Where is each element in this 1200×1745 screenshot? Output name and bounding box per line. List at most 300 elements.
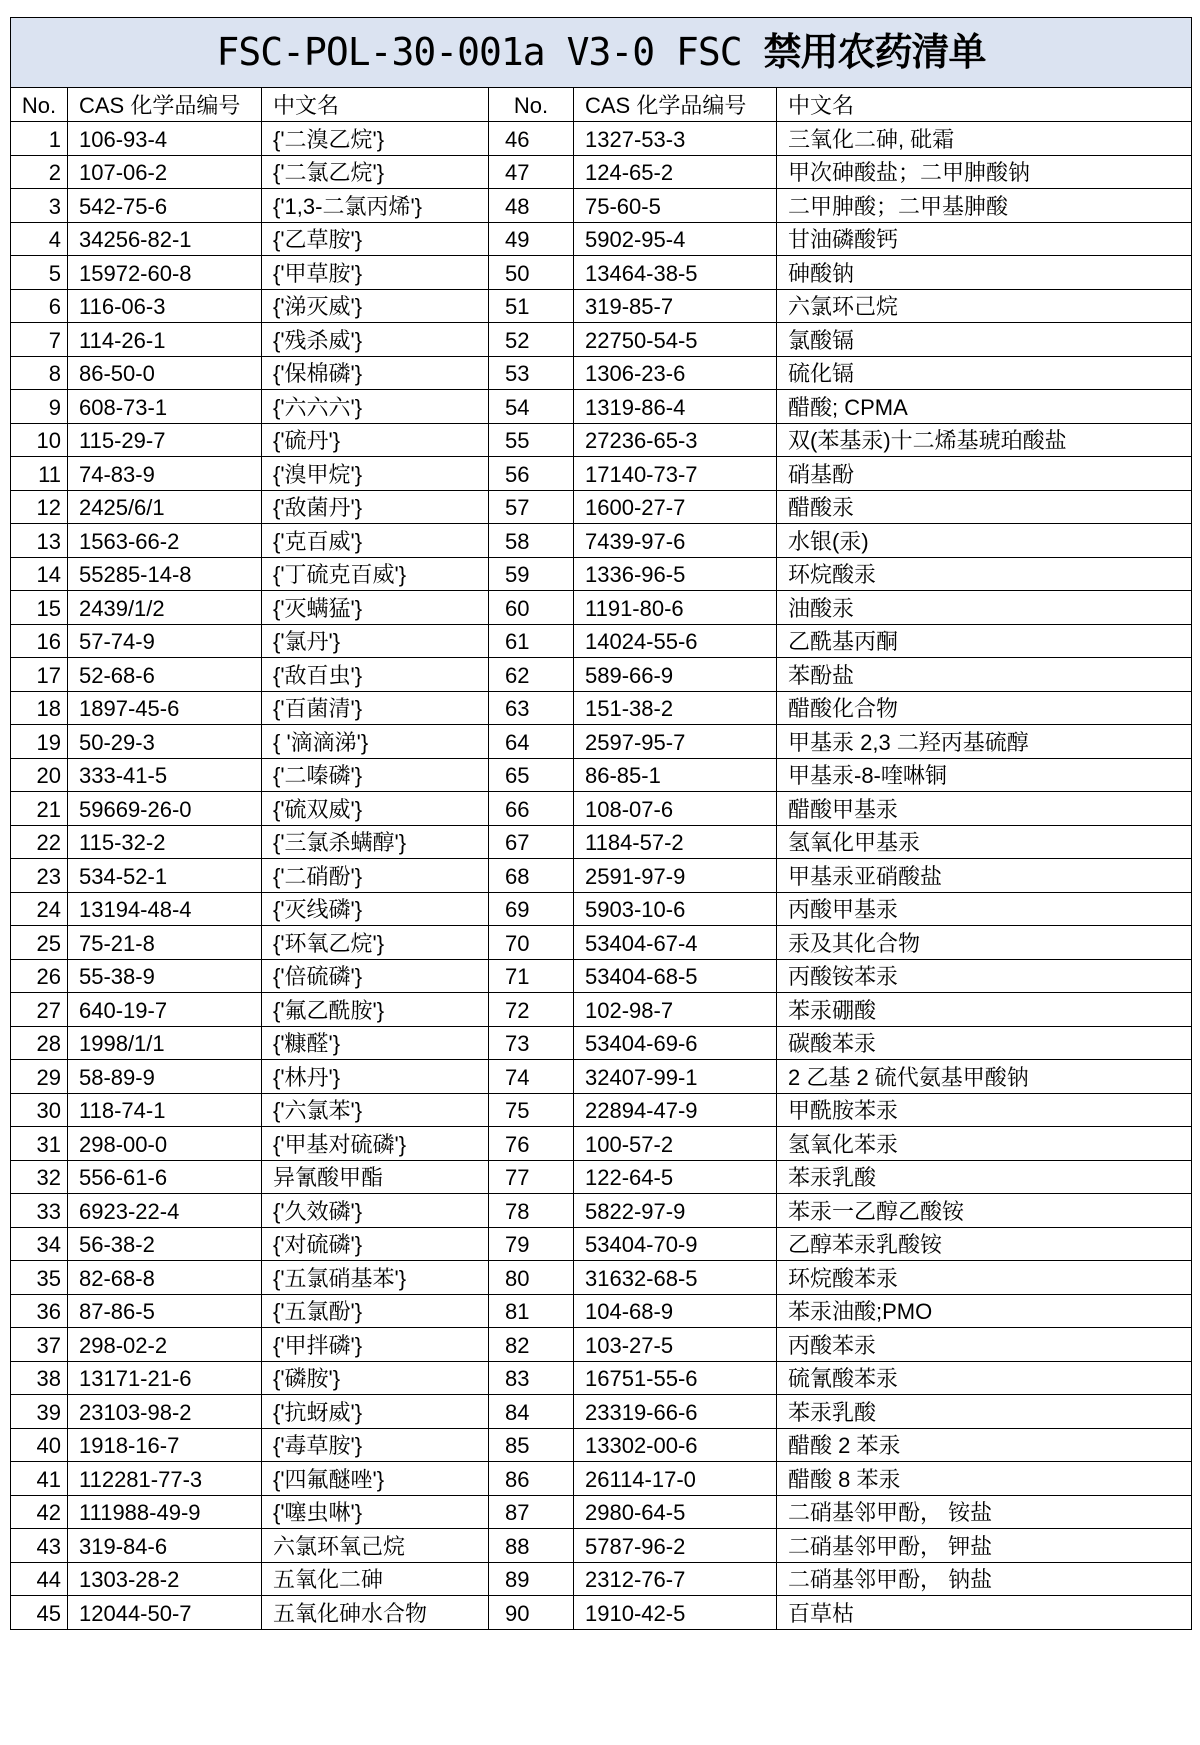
right-number-cell: 69 xyxy=(489,892,574,926)
right-cas-number-cell: 13302-00-6 xyxy=(574,1428,777,1462)
left-number-cell: 35 xyxy=(11,1261,68,1295)
right-number-cell: 74 xyxy=(489,1060,574,1094)
left-cas-number-cell: 319-84-6 xyxy=(68,1529,262,1563)
left-chinese-name-cell: {'灭螨猛'} xyxy=(262,591,489,625)
header-name-left: 中文名 xyxy=(262,88,489,122)
left-chinese-name-cell: {'百菌清'} xyxy=(262,691,489,725)
table-row xyxy=(11,725,1192,759)
right-cas-number-cell: 122-64-5 xyxy=(574,1160,777,1194)
right-cas-number-cell: 1327-53-3 xyxy=(574,122,777,156)
left-chinese-name-cell: {'环氧乙烷'} xyxy=(262,926,489,960)
left-cas-number-cell: 52-68-6 xyxy=(68,658,262,692)
left-cas-number-cell: 1918-16-7 xyxy=(68,1428,262,1462)
right-cas-number-cell: 103-27-5 xyxy=(574,1328,777,1362)
right-number-cell: 64 xyxy=(489,725,574,759)
left-chinese-name-cell: {'六六六'} xyxy=(262,390,489,424)
right-cas-number-cell: 86-85-1 xyxy=(574,758,777,792)
left-number-cell: 44 xyxy=(11,1562,68,1596)
right-number-cell: 52 xyxy=(489,323,574,357)
table-row xyxy=(11,959,1192,993)
right-chinese-name-cell: 2 乙基 2 硫代氨基甲酸钠 xyxy=(777,1060,1192,1094)
title-code: FSC-POL-30-001a V3-0 FSC xyxy=(216,30,742,74)
table-row xyxy=(11,289,1192,323)
left-chinese-name-cell: {'保棉磷'} xyxy=(262,356,489,390)
right-number-cell: 58 xyxy=(489,524,574,558)
left-chinese-name-cell: {'敌百虫'} xyxy=(262,658,489,692)
left-cas-number-cell: 298-02-2 xyxy=(68,1328,262,1362)
right-number-cell: 59 xyxy=(489,557,574,591)
header-cas-left: CAS 化学品编号 xyxy=(68,88,262,122)
left-number-cell: 31 xyxy=(11,1127,68,1161)
right-number-cell: 62 xyxy=(489,658,574,692)
left-chinese-name-cell: {'甲草胺'} xyxy=(262,256,489,290)
table-row xyxy=(11,1562,1192,1596)
left-cas-number-cell: 13171-21-6 xyxy=(68,1361,262,1395)
right-cas-number-cell: 1184-57-2 xyxy=(574,825,777,859)
right-chinese-name-cell: 丙酸铵苯汞 xyxy=(777,959,1192,993)
table-row xyxy=(11,423,1192,457)
right-number-cell: 50 xyxy=(489,256,574,290)
right-number-cell: 79 xyxy=(489,1227,574,1261)
right-number-cell: 51 xyxy=(489,289,574,323)
left-number-cell: 7 xyxy=(11,323,68,357)
right-cas-number-cell: 13464-38-5 xyxy=(574,256,777,290)
left-chinese-name-cell: { '滴滴涕'} xyxy=(262,725,489,759)
left-cas-number-cell: 111988-49-9 xyxy=(68,1495,262,1529)
left-chinese-name-cell: {'涕灭威'} xyxy=(262,289,489,323)
header-row xyxy=(11,88,1192,122)
right-cas-number-cell: 1910-42-5 xyxy=(574,1596,777,1630)
left-chinese-name-cell: {'敌菌丹'} xyxy=(262,490,489,524)
left-number-cell: 41 xyxy=(11,1462,68,1496)
left-number-cell: 22 xyxy=(11,825,68,859)
left-number-cell: 9 xyxy=(11,390,68,424)
left-number-cell: 45 xyxy=(11,1596,68,1630)
right-chinese-name-cell: 二硝基邻甲酚， 钠盐 xyxy=(777,1562,1192,1596)
left-cas-number-cell: 534-52-1 xyxy=(68,859,262,893)
left-cas-number-cell: 15972-60-8 xyxy=(68,256,262,290)
left-cas-number-cell: 34256-82-1 xyxy=(68,222,262,256)
table-row xyxy=(11,758,1192,792)
table-row xyxy=(11,1596,1192,1630)
right-cas-number-cell: 1336-96-5 xyxy=(574,557,777,591)
left-cas-number-cell: 114-26-1 xyxy=(68,323,262,357)
left-number-cell: 26 xyxy=(11,959,68,993)
left-chinese-name-cell: 异氰酸甲酯 xyxy=(262,1160,489,1194)
left-cas-number-cell: 333-41-5 xyxy=(68,758,262,792)
right-number-cell: 57 xyxy=(489,490,574,524)
right-cas-number-cell: 53404-67-4 xyxy=(574,926,777,960)
left-number-cell: 2 xyxy=(11,155,68,189)
right-chinese-name-cell: 乙酰基丙酮 xyxy=(777,624,1192,658)
left-cas-number-cell: 87-86-5 xyxy=(68,1294,262,1328)
table-row xyxy=(11,356,1192,390)
right-number-cell: 80 xyxy=(489,1261,574,1295)
left-number-cell: 33 xyxy=(11,1194,68,1228)
left-number-cell: 40 xyxy=(11,1428,68,1462)
right-chinese-name-cell: 六氯环己烷 xyxy=(777,289,1192,323)
right-cas-number-cell: 151-38-2 xyxy=(574,691,777,725)
left-number-cell: 3 xyxy=(11,189,68,223)
left-number-cell: 1 xyxy=(11,122,68,156)
table-row xyxy=(11,1026,1192,1060)
left-chinese-name-cell: {'倍硫磷'} xyxy=(262,959,489,993)
right-cas-number-cell: 100-57-2 xyxy=(574,1127,777,1161)
left-number-cell: 29 xyxy=(11,1060,68,1094)
right-cas-number-cell: 32407-99-1 xyxy=(574,1060,777,1094)
header-no-right: No. xyxy=(489,88,574,122)
left-number-cell: 25 xyxy=(11,926,68,960)
left-cas-number-cell: 55-38-9 xyxy=(68,959,262,993)
left-number-cell: 37 xyxy=(11,1328,68,1362)
left-number-cell: 34 xyxy=(11,1227,68,1261)
left-chinese-name-cell: {'二溴乙烷'} xyxy=(262,122,489,156)
table-row xyxy=(11,1093,1192,1127)
right-number-cell: 86 xyxy=(489,1462,574,1496)
right-chinese-name-cell: 甲次砷酸盐；二甲胂酸钠 xyxy=(777,155,1192,189)
left-number-cell: 14 xyxy=(11,557,68,591)
left-chinese-name-cell: {'对硫磷'} xyxy=(262,1227,489,1261)
left-cas-number-cell: 2439/1/2 xyxy=(68,591,262,625)
right-cas-number-cell: 16751-55-6 xyxy=(574,1361,777,1395)
left-chinese-name-cell: {'甲基对硫磷'} xyxy=(262,1127,489,1161)
header-no-left: No. xyxy=(11,88,68,122)
right-number-cell: 68 xyxy=(489,859,574,893)
right-chinese-name-cell: 苯汞乳酸 xyxy=(777,1160,1192,1194)
table-row xyxy=(11,1361,1192,1395)
right-number-cell: 72 xyxy=(489,993,574,1027)
right-number-cell: 48 xyxy=(489,189,574,223)
left-cas-number-cell: 59669-26-0 xyxy=(68,792,262,826)
right-chinese-name-cell: 醋酸 8 苯汞 xyxy=(777,1462,1192,1496)
right-chinese-name-cell: 苯酚盐 xyxy=(777,658,1192,692)
table-row xyxy=(11,256,1192,290)
left-chinese-name-cell: {'甲拌磷'} xyxy=(262,1328,489,1362)
right-chinese-name-cell: 氯酸镉 xyxy=(777,323,1192,357)
left-number-cell: 18 xyxy=(11,691,68,725)
right-cas-number-cell: 5787-96-2 xyxy=(574,1529,777,1563)
right-number-cell: 66 xyxy=(489,792,574,826)
right-number-cell: 63 xyxy=(489,691,574,725)
right-cas-number-cell: 124-65-2 xyxy=(574,155,777,189)
table-row xyxy=(11,926,1192,960)
left-number-cell: 6 xyxy=(11,289,68,323)
left-cas-number-cell: 115-32-2 xyxy=(68,825,262,859)
table-row xyxy=(11,792,1192,826)
left-number-cell: 27 xyxy=(11,993,68,1027)
right-number-cell: 56 xyxy=(489,457,574,491)
left-number-cell: 11 xyxy=(11,457,68,491)
right-cas-number-cell: 14024-55-6 xyxy=(574,624,777,658)
left-chinese-name-cell: {'二嗪磷'} xyxy=(262,758,489,792)
left-cas-number-cell: 82-68-8 xyxy=(68,1261,262,1295)
right-cas-number-cell: 2597-95-7 xyxy=(574,725,777,759)
left-number-cell: 43 xyxy=(11,1529,68,1563)
right-chinese-name-cell: 环烷酸汞 xyxy=(777,557,1192,591)
right-chinese-name-cell: 氢氧化甲基汞 xyxy=(777,825,1192,859)
left-number-cell: 36 xyxy=(11,1294,68,1328)
left-chinese-name-cell: {'硫双威'} xyxy=(262,792,489,826)
table-row xyxy=(11,155,1192,189)
right-cas-number-cell: 2980-64-5 xyxy=(574,1495,777,1529)
left-number-cell: 20 xyxy=(11,758,68,792)
left-cas-number-cell: 115-29-7 xyxy=(68,423,262,457)
document-title xyxy=(11,18,1192,88)
left-number-cell: 32 xyxy=(11,1160,68,1194)
left-chinese-name-cell: {'1,3-二氯丙烯'} xyxy=(262,189,489,223)
left-number-cell: 24 xyxy=(11,892,68,926)
right-chinese-name-cell: 碳酸苯汞 xyxy=(777,1026,1192,1060)
right-cas-number-cell: 23319-66-6 xyxy=(574,1395,777,1429)
right-number-cell: 46 xyxy=(489,122,574,156)
left-chinese-name-cell: {'二氯乙烷'} xyxy=(262,155,489,189)
left-chinese-name-cell: {'乙草胺'} xyxy=(262,222,489,256)
left-cas-number-cell: 116-06-3 xyxy=(68,289,262,323)
right-chinese-name-cell: 醋酸化合物 xyxy=(777,691,1192,725)
left-cas-number-cell: 118-74-1 xyxy=(68,1093,262,1127)
table-row xyxy=(11,1261,1192,1295)
right-chinese-name-cell: 醋酸甲基汞 xyxy=(777,792,1192,826)
table-row xyxy=(11,557,1192,591)
left-cas-number-cell: 23103-98-2 xyxy=(68,1395,262,1429)
right-number-cell: 87 xyxy=(489,1495,574,1529)
table-row xyxy=(11,691,1192,725)
right-number-cell: 49 xyxy=(489,222,574,256)
table-row xyxy=(11,122,1192,156)
table-row xyxy=(11,1428,1192,1462)
right-number-cell: 70 xyxy=(489,926,574,960)
table-row xyxy=(11,1328,1192,1362)
right-cas-number-cell: 5903-10-6 xyxy=(574,892,777,926)
table-row xyxy=(11,1462,1192,1496)
right-number-cell: 75 xyxy=(489,1093,574,1127)
right-cas-number-cell: 108-07-6 xyxy=(574,792,777,826)
table-row xyxy=(11,457,1192,491)
right-cas-number-cell: 53404-70-9 xyxy=(574,1227,777,1261)
right-cas-number-cell: 27236-65-3 xyxy=(574,423,777,457)
left-number-cell: 30 xyxy=(11,1093,68,1127)
left-chinese-name-cell: {'四氟醚唑'} xyxy=(262,1462,489,1496)
right-number-cell: 54 xyxy=(489,390,574,424)
right-chinese-name-cell: 甘油磷酸钙 xyxy=(777,222,1192,256)
left-chinese-name-cell: 五氧化二砷 xyxy=(262,1562,489,1596)
left-number-cell: 4 xyxy=(11,222,68,256)
right-chinese-name-cell: 醋酸 2 苯汞 xyxy=(777,1428,1192,1462)
left-chinese-name-cell: {'二硝酚'} xyxy=(262,859,489,893)
right-chinese-name-cell: 双(苯基汞)十二烯基琥珀酸盐 xyxy=(777,423,1192,457)
right-cas-number-cell: 2591-97-9 xyxy=(574,859,777,893)
right-cas-number-cell: 1600-27-7 xyxy=(574,490,777,524)
right-number-cell: 85 xyxy=(489,1428,574,1462)
table-row xyxy=(11,1127,1192,1161)
table-row xyxy=(11,390,1192,424)
right-cas-number-cell: 1306-23-6 xyxy=(574,356,777,390)
table-row xyxy=(11,825,1192,859)
left-cas-number-cell: 74-83-9 xyxy=(68,457,262,491)
left-cas-number-cell: 6923-22-4 xyxy=(68,1194,262,1228)
right-cas-number-cell: 22750-54-5 xyxy=(574,323,777,357)
left-cas-number-cell: 112281-77-3 xyxy=(68,1462,262,1496)
left-chinese-name-cell: {'林丹'} xyxy=(262,1060,489,1094)
right-cas-number-cell: 319-85-7 xyxy=(574,289,777,323)
left-chinese-name-cell: {'氟乙酰胺'} xyxy=(262,993,489,1027)
left-chinese-name-cell: {'克百威'} xyxy=(262,524,489,558)
right-chinese-name-cell: 苯汞乳酸 xyxy=(777,1395,1192,1429)
left-cas-number-cell: 75-21-8 xyxy=(68,926,262,960)
right-chinese-name-cell: 甲基汞 2,3 二羟丙基硫醇 xyxy=(777,725,1192,759)
header-cas-right: CAS 化学品编号 xyxy=(574,88,777,122)
table-row xyxy=(11,1495,1192,1529)
table-row xyxy=(11,591,1192,625)
right-chinese-name-cell: 硝基酚 xyxy=(777,457,1192,491)
table-row xyxy=(11,189,1192,223)
left-cas-number-cell: 55285-14-8 xyxy=(68,557,262,591)
right-number-cell: 90 xyxy=(489,1596,574,1630)
left-chinese-name-cell: {'三氯杀螨醇'} xyxy=(262,825,489,859)
left-number-cell: 17 xyxy=(11,658,68,692)
right-chinese-name-cell: 硫化镉 xyxy=(777,356,1192,390)
right-number-cell: 53 xyxy=(489,356,574,390)
right-cas-number-cell: 53404-68-5 xyxy=(574,959,777,993)
left-cas-number-cell: 50-29-3 xyxy=(68,725,262,759)
left-chinese-name-cell: {'五氯硝基苯'} xyxy=(262,1261,489,1295)
right-number-cell: 88 xyxy=(489,1529,574,1563)
right-chinese-name-cell: 醋酸汞 xyxy=(777,490,1192,524)
right-chinese-name-cell: 氢氧化苯汞 xyxy=(777,1127,1192,1161)
right-cas-number-cell: 17140-73-7 xyxy=(574,457,777,491)
left-chinese-name-cell: {'六氯苯'} xyxy=(262,1093,489,1127)
right-number-cell: 77 xyxy=(489,1160,574,1194)
title-name: 禁用农药清单 xyxy=(763,30,986,74)
right-chinese-name-cell: 水银(汞) xyxy=(777,524,1192,558)
left-cas-number-cell: 12044-50-7 xyxy=(68,1596,262,1630)
left-chinese-name-cell: 五氧化砷水合物 xyxy=(262,1596,489,1630)
table-row xyxy=(11,323,1192,357)
title-row xyxy=(11,18,1192,88)
left-number-cell: 8 xyxy=(11,356,68,390)
table-row xyxy=(11,1529,1192,1563)
right-number-cell: 47 xyxy=(489,155,574,189)
left-number-cell: 39 xyxy=(11,1395,68,1429)
right-chinese-name-cell: 甲基汞亚硝酸盐 xyxy=(777,859,1192,893)
table-row xyxy=(11,1294,1192,1328)
right-number-cell: 89 xyxy=(489,1562,574,1596)
left-cas-number-cell: 556-61-6 xyxy=(68,1160,262,1194)
left-number-cell: 16 xyxy=(11,624,68,658)
right-number-cell: 60 xyxy=(489,591,574,625)
left-chinese-name-cell: {'磷胺'} xyxy=(262,1361,489,1395)
header-name-right: 中文名 xyxy=(777,88,1192,122)
table-row xyxy=(11,1060,1192,1094)
left-number-cell: 15 xyxy=(11,591,68,625)
table-row xyxy=(11,1227,1192,1261)
right-number-cell: 84 xyxy=(489,1395,574,1429)
left-number-cell: 5 xyxy=(11,256,68,290)
right-chinese-name-cell: 二硝基邻甲酚， 钾盐 xyxy=(777,1529,1192,1563)
right-cas-number-cell: 102-98-7 xyxy=(574,993,777,1027)
right-cas-number-cell: 2312-76-7 xyxy=(574,1562,777,1596)
right-chinese-name-cell: 乙醇苯汞乳酸铵 xyxy=(777,1227,1192,1261)
right-cas-number-cell: 5902-95-4 xyxy=(574,222,777,256)
right-chinese-name-cell: 硫氰酸苯汞 xyxy=(777,1361,1192,1395)
right-chinese-name-cell: 砷酸钠 xyxy=(777,256,1192,290)
right-number-cell: 55 xyxy=(489,423,574,457)
right-cas-number-cell: 589-66-9 xyxy=(574,658,777,692)
right-cas-number-cell: 22894-47-9 xyxy=(574,1093,777,1127)
right-chinese-name-cell: 汞及其化合物 xyxy=(777,926,1192,960)
left-cas-number-cell: 56-38-2 xyxy=(68,1227,262,1261)
right-chinese-name-cell: 油酸汞 xyxy=(777,591,1192,625)
left-cas-number-cell: 608-73-1 xyxy=(68,390,262,424)
right-cas-number-cell: 26114-17-0 xyxy=(574,1462,777,1496)
pesticide-table xyxy=(10,17,1192,1630)
left-cas-number-cell: 1897-45-6 xyxy=(68,691,262,725)
left-chinese-name-cell: {'久效磷'} xyxy=(262,1194,489,1228)
right-cas-number-cell: 1191-80-6 xyxy=(574,591,777,625)
left-chinese-name-cell: {'丁硫克百威'} xyxy=(262,557,489,591)
right-number-cell: 61 xyxy=(489,624,574,658)
left-cas-number-cell: 106-93-4 xyxy=(68,122,262,156)
left-chinese-name-cell: {'五氯酚'} xyxy=(262,1294,489,1328)
table-row xyxy=(11,1160,1192,1194)
right-number-cell: 78 xyxy=(489,1194,574,1228)
left-cas-number-cell: 640-19-7 xyxy=(68,993,262,1027)
left-cas-number-cell: 2425/6/1 xyxy=(68,490,262,524)
table-row xyxy=(11,859,1192,893)
right-number-cell: 76 xyxy=(489,1127,574,1161)
right-number-cell: 71 xyxy=(489,959,574,993)
right-number-cell: 67 xyxy=(489,825,574,859)
left-number-cell: 23 xyxy=(11,859,68,893)
right-number-cell: 81 xyxy=(489,1294,574,1328)
right-cas-number-cell: 31632-68-5 xyxy=(574,1261,777,1295)
right-chinese-name-cell: 环烷酸苯汞 xyxy=(777,1261,1192,1295)
left-cas-number-cell: 13194-48-4 xyxy=(68,892,262,926)
right-cas-number-cell: 53404-69-6 xyxy=(574,1026,777,1060)
table-row xyxy=(11,1194,1192,1228)
left-number-cell: 28 xyxy=(11,1026,68,1060)
right-number-cell: 65 xyxy=(489,758,574,792)
right-chinese-name-cell: 苯汞一乙醇乙酸铵 xyxy=(777,1194,1192,1228)
table-row xyxy=(11,490,1192,524)
right-number-cell: 73 xyxy=(489,1026,574,1060)
left-cas-number-cell: 1563-66-2 xyxy=(68,524,262,558)
right-chinese-name-cell: 甲酰胺苯汞 xyxy=(777,1093,1192,1127)
left-number-cell: 19 xyxy=(11,725,68,759)
left-cas-number-cell: 298-00-0 xyxy=(68,1127,262,1161)
left-chinese-name-cell: {'噻虫啉'} xyxy=(262,1495,489,1529)
left-chinese-name-cell: {'毒草胺'} xyxy=(262,1428,489,1462)
left-chinese-name-cell: {'糠醛'} xyxy=(262,1026,489,1060)
right-chinese-name-cell: 二甲胂酸；二甲基胂酸 xyxy=(777,189,1192,223)
left-number-cell: 13 xyxy=(11,524,68,558)
right-cas-number-cell: 104-68-9 xyxy=(574,1294,777,1328)
left-cas-number-cell: 1303-28-2 xyxy=(68,1562,262,1596)
left-cas-number-cell: 107-06-2 xyxy=(68,155,262,189)
table-row xyxy=(11,624,1192,658)
right-chinese-name-cell: 苯汞硼酸 xyxy=(777,993,1192,1027)
right-chinese-name-cell: 醋酸; CPMA xyxy=(777,390,1192,424)
left-chinese-name-cell: {'氯丹'} xyxy=(262,624,489,658)
left-cas-number-cell: 542-75-6 xyxy=(68,189,262,223)
right-chinese-name-cell: 丙酸甲基汞 xyxy=(777,892,1192,926)
right-cas-number-cell: 75-60-5 xyxy=(574,189,777,223)
table-row xyxy=(11,993,1192,1027)
table-row xyxy=(11,222,1192,256)
right-cas-number-cell: 5822-97-9 xyxy=(574,1194,777,1228)
left-chinese-name-cell: 六氯环氧己烷 xyxy=(262,1529,489,1563)
left-chinese-name-cell: {'残杀威'} xyxy=(262,323,489,357)
